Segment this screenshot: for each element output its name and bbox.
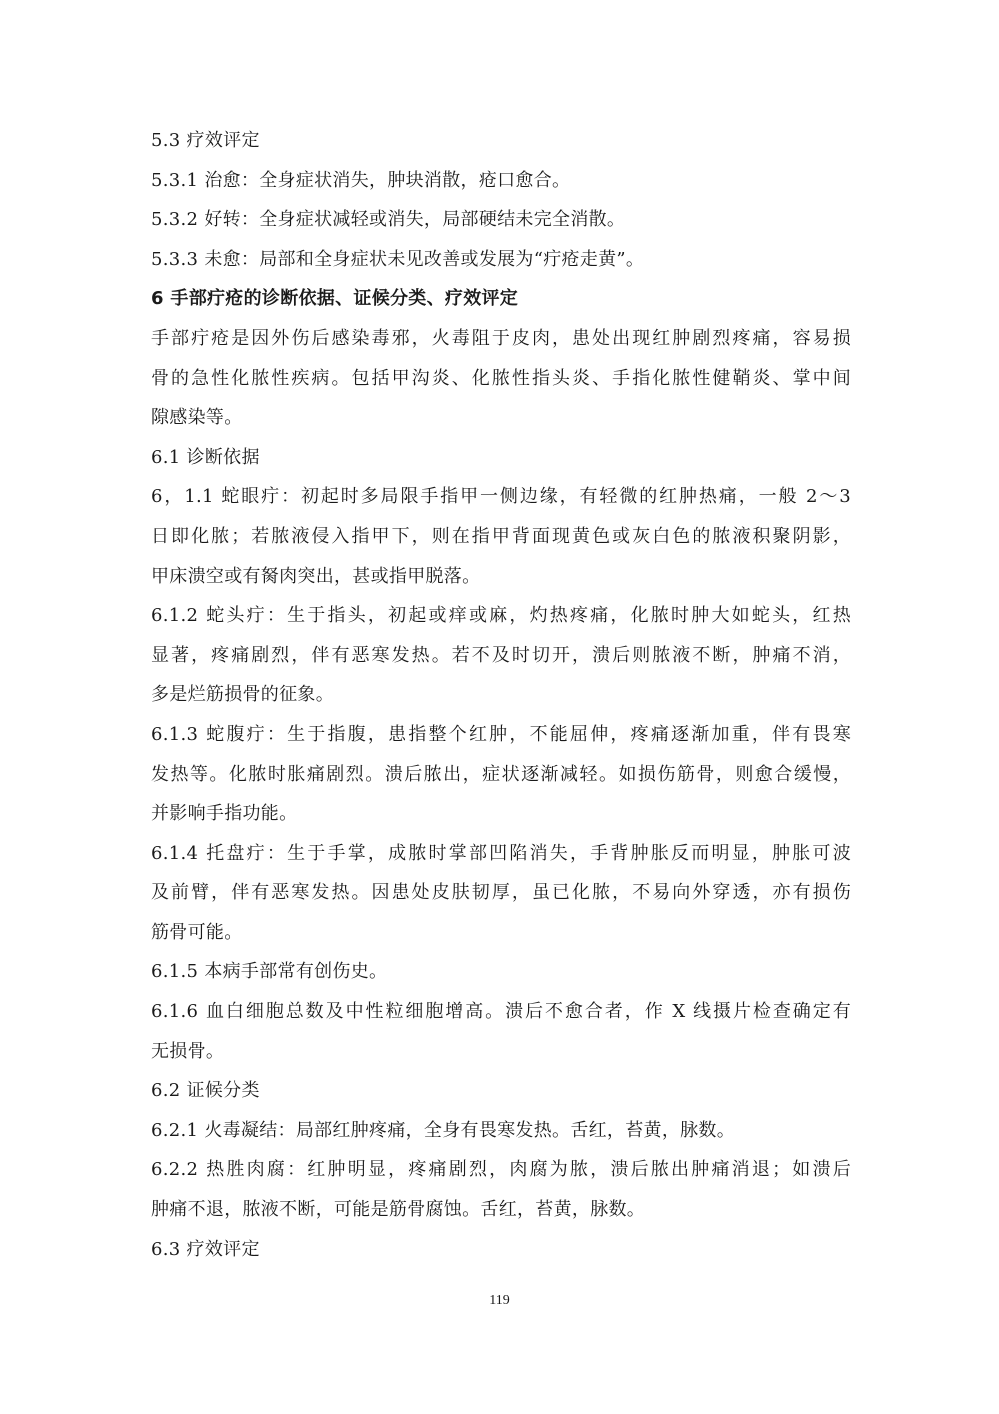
section-6-2-2-line-1: 6.2.2 热胜肉腐：红肿明显，疼痛剧烈，肉腐为脓，溃后脓出肿痛消退；如溃后 [151,1159,851,1181]
section-6-2-1: 6.2.1 火毒凝结：局部红肿疼痛，全身有畏寒发热。舌红，苔黄，脉数。 [151,1119,736,1141]
section-6-1-1-line-3: 甲床溃空或有胬肉突出，甚或指甲脱落。 [151,565,481,587]
section-6-intro-line-2: 骨的急性化脓性疾病。包括甲沟炎、化脓性指头炎、手指化脓性健鞘炎、掌中间 [151,367,851,389]
section-6-1-1-line-1: 6，1.1 蛇眼疔：初起时多局限手指甲一侧边缘，有轻微的红肿热痛，一般 2～3 [151,486,851,508]
section-6-1-4-line-3: 筋骨可能。 [151,921,243,943]
section-6-1-3-line-2: 发热等。化脓时胀痛剧烈。溃后脓出，症状逐渐减轻。如损伤筋骨，则愈合缓慢， [151,763,851,785]
section-5-3-2: 5.3.2 好转：全身症状减轻或消失，局部硬结未完全消散。 [151,209,626,231]
section-6-1-4-line-1: 6.1.4 托盘疔：生于手掌，成脓时掌部凹陷消失，手背肿胀反而明显，肿胀可波 [151,842,851,864]
section-6-2-heading: 6.2 证候分类 [151,1080,260,1102]
section-6-1-heading: 6.1 诊断依据 [151,446,260,468]
section-6-1-2-line-3: 多是烂筋损骨的征象。 [151,684,334,706]
section-6-heading: 6 手部疔疮的诊断依据、证候分类、疗效评定 [151,288,519,310]
section-6-1-6-line-2: 无损骨。 [151,1040,225,1062]
section-6-1-6-line-1: 6.1.6 血白细胞总数及中性粒细胞增高。溃后不愈合者，作 X 线摄片检查确定有 [151,1001,851,1023]
section-6-intro-line-3: 隙感染等。 [151,407,243,429]
section-6-1-1-line-2: 日即化脓；若脓液侵入指甲下，则在指甲背面现黄色或灰白色的脓液积聚阴影， [151,525,851,547]
section-6-3-heading: 6.3 疗效评定 [151,1238,260,1260]
section-5-3-heading: 5.3 疗效评定 [151,130,260,151]
section-6-1-3-line-1: 6.1.3 蛇腹疔：生于指腹，患指整个红肿，不能屈伸，疼痛逐渐加重，伴有畏寒 [151,723,851,745]
document-body [151,121,851,1269]
page-number: 119 [489,1293,510,1308]
section-6-1-2-line-2: 显著，疼痛剧烈，伴有恶寒发热。若不及时切开，溃后则脓液不断，肿痛不消， [151,644,851,666]
section-6-intro-line-1: 手部疔疮是因外伤后感染毒邪，火毒阻于皮肉，患处出现红肿剧烈疼痛，容易损 [151,327,851,349]
section-6-1-5: 6.1.5 本病手部常有创伤史。 [151,961,388,983]
section-6-1-4-line-2: 及前臂，伴有恶寒发热。因患处皮肤韧厚，虽已化脓，不易向外穿透，亦有损伤 [151,882,851,904]
section-6-1-3-line-3: 并影响手指功能。 [151,803,298,825]
section-6-1-2-line-1: 6.1.2 蛇头疔：生于指头，初起或痒或麻，灼热疼痛，化脓时肿大如蛇头，红热 [151,605,851,627]
section-6-2-2-line-2: 肿痛不退，脓液不断，可能是筋骨腐蚀。舌红，苔黄，脉数。 [151,1199,646,1221]
section-5-3-1: 5.3.1 治愈：全身症状消失，肿块消散，疮口愈合。 [151,169,571,191]
section-5-3-3: 5.3.3 未愈：局部和全身症状未见改善或发展为“疔疮走黄”。 [151,248,645,270]
